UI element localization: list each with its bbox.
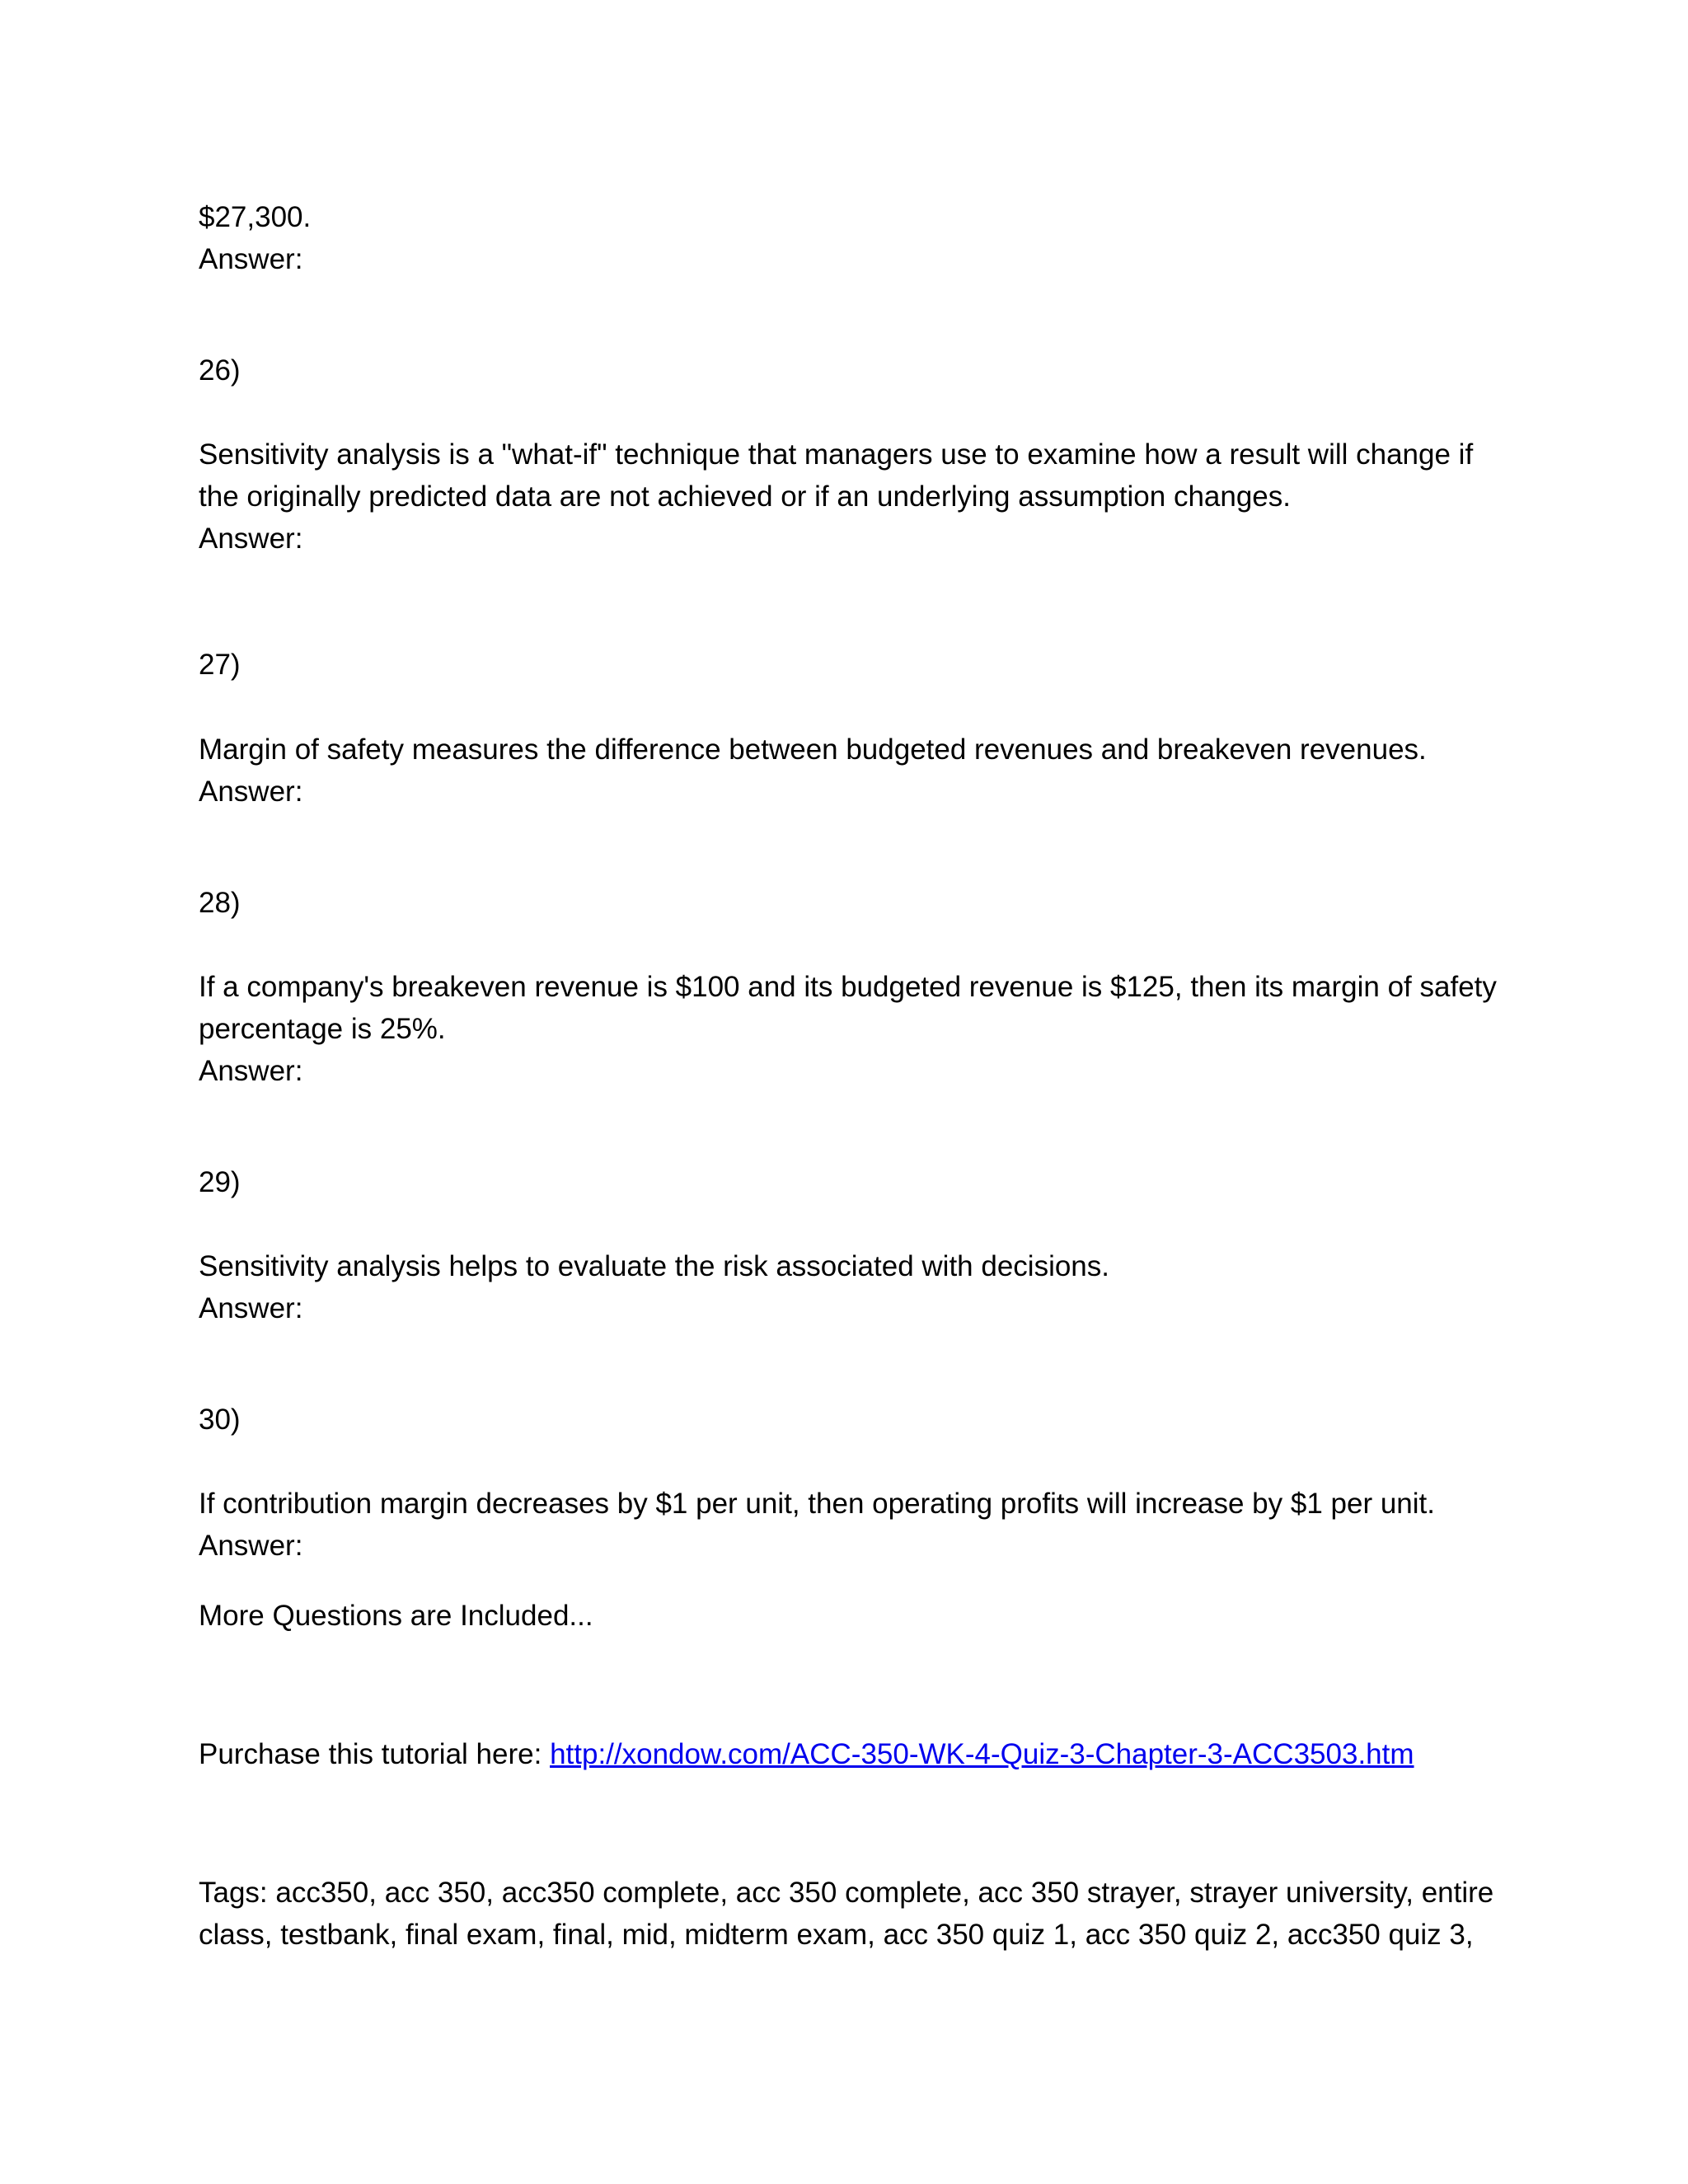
question-number: 26) [199,354,241,387]
tags-line: Tags: acc350, acc 350, acc350 complete, acc 350 complete, acc 350 strayer, strayer university, entire class, testbank, final exam, final, mid, midterm exam, acc 350 quiz 1, acc 350 quiz 2, acc350 quiz 3, [199,1877,1494,1951]
answer-label: Answer: [199,243,303,275]
question-number: 28) [199,887,241,919]
question-number: 30) [199,1404,241,1436]
answer-label: Answer: [199,1292,303,1324]
answer-label: Answer: [199,1530,303,1562]
question-number: 27) [199,649,241,681]
purchase-line [199,1733,1501,1775]
top-fragment: $27,300. [199,201,312,233]
question-number: 29) [199,1166,241,1198]
answer-label: Answer: [199,523,303,555]
question-text: Sensitivity analysis is a "what-if" technique that managers use to examine how a result will change if the originally predicted data are not achieved or if an underlying assumption changes. [199,438,1474,513]
question-text: Sensitivity analysis helps to evaluate the risk associated with decisions. [199,1250,1109,1282]
answer-label: Answer: [199,1055,303,1087]
purchase-label: Purchase this tutorial here: [199,1738,551,1770]
question-text: If a company's breakeven revenue is $100 and its budgeted revenue is $125, then its margin of safety percentage is 25%. [199,971,1497,1045]
purchase-link[interactable]: http://xondow.com/ACC-350-WK-4-Quiz-3-Chapter-3-ACC3503.htm [550,1738,1414,1770]
answer-label: Answer: [199,776,303,808]
question-text: Margin of safety measures the difference between budgeted revenues and breakeven revenues. [199,733,1427,766]
more-questions-note: More Questions are Included... [199,1600,593,1632]
question-text: If contribution margin decreases by $1 per unit, then operating profits will increase by $1 per unit. [199,1488,1435,1520]
